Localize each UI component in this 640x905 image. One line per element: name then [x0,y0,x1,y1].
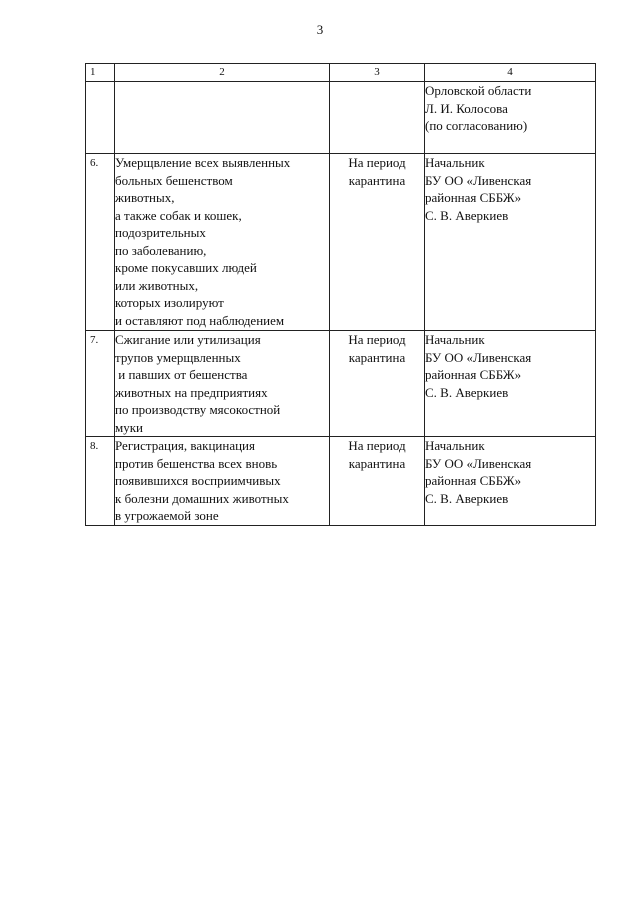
measure-line: а также собак и кошек, [115,207,242,223]
measure-line: и павших от бешенства [115,367,248,382]
measure-line: животных, [115,190,175,205]
cell-period [330,154,425,331]
measures-table [85,63,596,526]
responsible-line: районная СББЖ» [425,473,522,488]
measure-line: Умерщвление всех выявленных [115,155,291,170]
responsible-line: БУ ОО «Ливенская [425,349,532,365]
cell-responsible [425,437,596,526]
cell-period [330,82,425,154]
responsible-line: Орловской области [425,83,532,98]
responsible-line: Начальник [425,155,485,170]
measure-line: животных на предприятиях [115,384,268,400]
table-header-row [86,64,596,82]
cell-responsible [425,82,596,154]
measure-line: трупов умерщвленных [115,349,241,365]
cell-period [330,437,425,526]
measure-line: больных бешенством [115,172,233,188]
cell-responsible [425,331,596,437]
responsible-line: С. В. Аверкиев [425,207,509,223]
table-row [86,437,596,526]
cell-measure [115,154,330,331]
responsible-line: (по согласованию) [425,118,528,133]
header-cell-4: 4 [425,64,596,82]
measure-line: Регистрация, вакцинация [115,438,255,453]
measure-line: Сжигание или утилизация [115,332,261,347]
measure-line: муки [115,419,143,435]
responsible-line: Л. И. Колосова [425,100,508,116]
cell-number [86,437,115,526]
header-cell-1: 1 [86,64,115,82]
measure-line: в угрожаемой зоне [115,508,219,523]
period-line: карантина [348,455,406,471]
table-row [86,331,596,437]
period-line: карантина [348,172,406,188]
responsible-line: БУ ОО «Ливенская [425,172,532,188]
cell-number [86,154,115,331]
measure-line: против бешенства всех вновь [115,455,278,471]
measure-line: к болезни домашних животных [115,490,289,506]
measure-line: появившихся восприимчивых [115,473,281,488]
responsible-line: С. В. Аверкиев [425,384,509,400]
responsible-line: районная СББЖ» [425,190,522,205]
row-number: 6. [90,157,99,169]
measure-line: по заболеванию, [115,242,207,258]
table-row-continuation [86,82,596,154]
cell-measure [115,331,330,437]
responsible-line: Начальник [425,438,485,453]
measure-line: которых изолируют [115,295,224,310]
row-number: 8. [90,440,99,452]
header-cell-2: 2 [115,64,330,82]
period-line: На период [348,155,406,170]
header-cell-3: 3 [330,64,425,82]
measure-line: подозрительных [115,225,206,240]
period-line: На период [348,438,406,453]
measure-line: кроме покусавших людей [115,260,257,275]
measure-line: и оставляют под наблюдением [115,312,285,328]
table-row [86,154,596,331]
responsible-line: С. В. Аверкиев [425,490,509,506]
responsible-line: районная СББЖ» [425,367,522,382]
measure-line: или животных, [115,277,199,293]
cell-number [86,331,115,437]
period-line: На период [348,332,406,347]
responsible-line: БУ ОО «Ливенская [425,455,532,471]
cell-number [86,82,115,154]
cell-period [330,331,425,437]
measure-line: по производству мясокостной [115,402,281,417]
responsible-line: Начальник [425,332,485,347]
cell-measure [115,437,330,526]
row-number: 7. [90,334,99,346]
cell-responsible [425,154,596,331]
cell-measure [115,82,330,154]
period-line: карантина [348,349,406,365]
page-number: 3 [316,22,324,37]
